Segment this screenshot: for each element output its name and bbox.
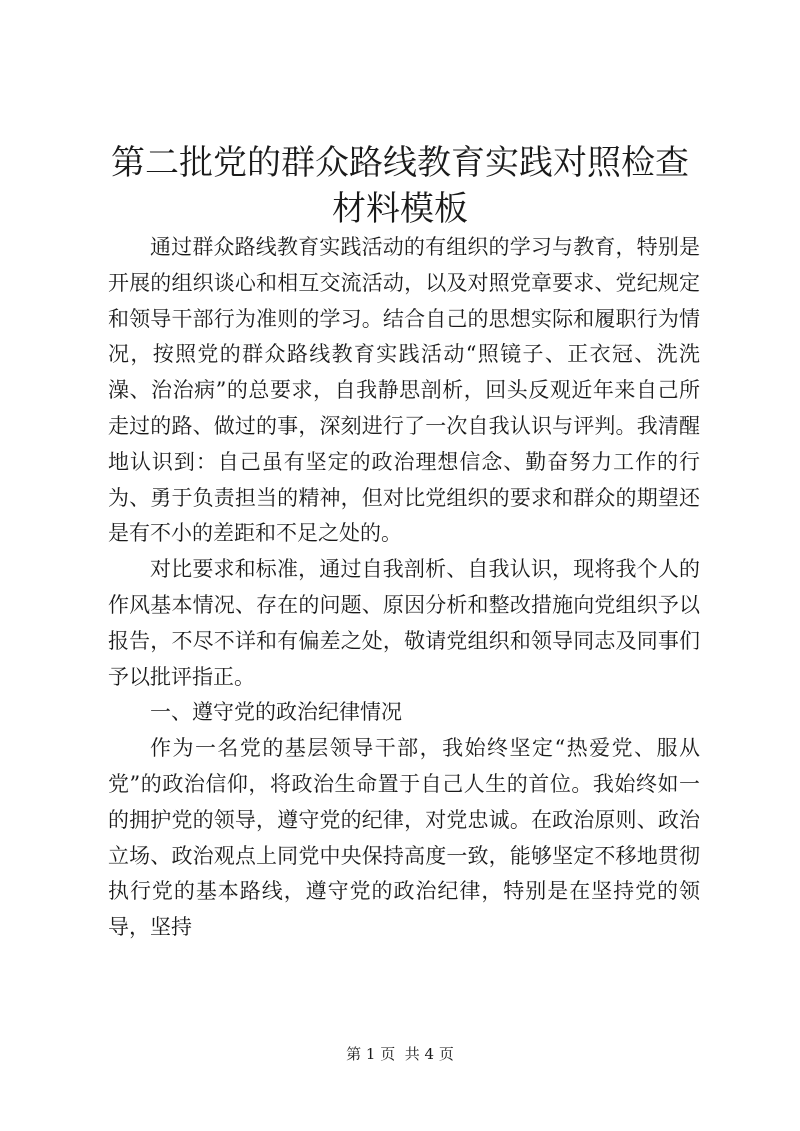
document-body <box>108 230 700 946</box>
paragraph-political-discipline: 作为一名党的基层领导干部，我始终坚定“热爱党、服从党”的政治信仰，将政治生命置于自己人生的首位。我始终如一的拥护党的领导，遵守党的纪律，对党忠诚。在政治原则、政治立场、政治观点上同党中央保持高度一致，能够坚定不移地贯彻执行党的基本路线，遵守党的政治纪律，特别是在坚持党的领导，坚持 <box>108 736 700 940</box>
paragraph-report: 对比要求和标准，通过自我剖析、自我认识，现将我个人的作风基本情况、存在的问题、原因分析和整改措施向党组织予以报告，不尽不详和有偏差之处，敬请党组织和领导同志及同事们予以批评指正。 <box>108 557 700 689</box>
page-footer <box>0 1044 800 1064</box>
paragraph-intro: 通过群众路线教育实践活动的有组织的学习与教育，特别是开展的组织谈心和相互交流活动，以及对照党章要求、党纪规定和领导干部行为准则的学习。结合自己的思想实际和履职行为情况，按照党的群众路线教育实践活动“照镜子、正衣冠、洗洗澡、治治病”的总要求，自我静思剖析，回头反观近年来自己所走过的路、做过的事，深刻进行了一次自我认识与评判。我清醒地认识到：自己虽有坚定的政治理想信念、勤奋努力工作的行为、勇于负责担当的精神，但对比党组织的要求和群众的期望还是有不小的差距和不足之处的。 <box>108 235 700 546</box>
document-title: 第二批党的群众路线教育实践对照检查材料模板 <box>111 143 689 229</box>
page-number: 第 1 页 共 4 页 <box>346 1045 454 1063</box>
section-heading-political-discipline: 一、遵守党的政治纪律情况 <box>150 700 402 725</box>
